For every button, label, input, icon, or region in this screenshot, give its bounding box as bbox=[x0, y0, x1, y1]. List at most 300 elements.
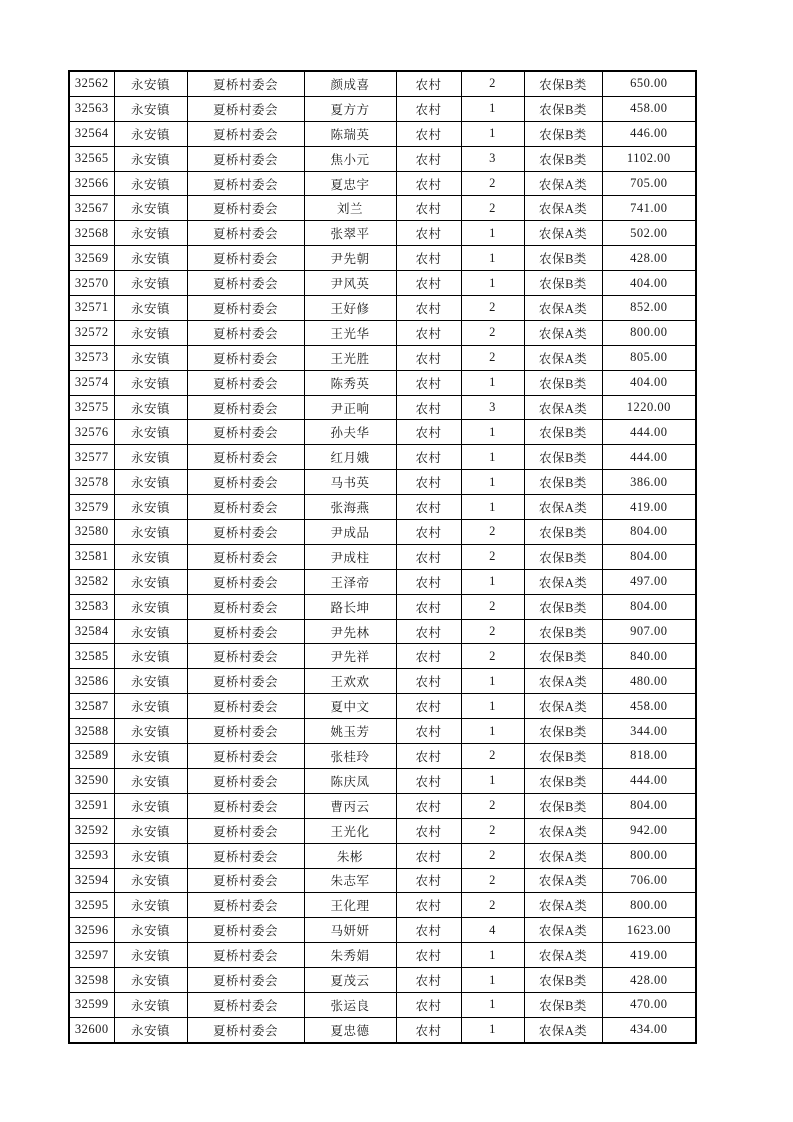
cell-person-count: 3 bbox=[461, 146, 524, 171]
cell-serial-number: 32563 bbox=[69, 96, 114, 121]
cell-insurance-category: 农保A类 bbox=[524, 1017, 602, 1042]
cell-town: 永安镇 bbox=[114, 694, 187, 719]
cell-town: 永安镇 bbox=[114, 943, 187, 968]
cell-serial-number: 32589 bbox=[69, 744, 114, 769]
table-row bbox=[69, 644, 696, 669]
cell-area-type: 农村 bbox=[396, 470, 461, 495]
cell-town: 永安镇 bbox=[114, 146, 187, 171]
cell-person-name: 张翠平 bbox=[304, 221, 396, 246]
cell-insurance-category: 农保A类 bbox=[524, 943, 602, 968]
cell-village-committee: 夏桥村委会 bbox=[187, 619, 304, 644]
cell-person-count: 2 bbox=[461, 594, 524, 619]
cell-town: 永安镇 bbox=[114, 669, 187, 694]
cell-amount: 434.00 bbox=[602, 1017, 696, 1042]
cell-town: 永安镇 bbox=[114, 992, 187, 1017]
cell-amount: 804.00 bbox=[602, 544, 696, 569]
cell-insurance-category: 农保B类 bbox=[524, 619, 602, 644]
table-row bbox=[69, 1017, 696, 1042]
table-row bbox=[69, 246, 696, 271]
cell-serial-number: 32594 bbox=[69, 868, 114, 893]
cell-person-name: 王光华 bbox=[304, 320, 396, 345]
cell-person-name: 陈庆凤 bbox=[304, 768, 396, 793]
cell-amount: 419.00 bbox=[602, 495, 696, 520]
cell-town: 永安镇 bbox=[114, 470, 187, 495]
table-row bbox=[69, 694, 696, 719]
cell-insurance-category: 农保B类 bbox=[524, 594, 602, 619]
cell-village-committee: 夏桥村委会 bbox=[187, 943, 304, 968]
cell-insurance-category: 农保B类 bbox=[524, 445, 602, 470]
cell-village-committee: 夏桥村委会 bbox=[187, 569, 304, 594]
cell-town: 永安镇 bbox=[114, 793, 187, 818]
cell-person-name: 朱秀娟 bbox=[304, 943, 396, 968]
cell-amount: 907.00 bbox=[602, 619, 696, 644]
cell-amount: 1623.00 bbox=[602, 918, 696, 943]
cell-insurance-category: 农保B类 bbox=[524, 768, 602, 793]
cell-amount: 446.00 bbox=[602, 121, 696, 146]
cell-town: 永安镇 bbox=[114, 121, 187, 146]
cell-insurance-category: 农保B类 bbox=[524, 271, 602, 296]
cell-insurance-category: 农保A类 bbox=[524, 893, 602, 918]
cell-insurance-category: 农保A类 bbox=[524, 296, 602, 321]
cell-person-count: 2 bbox=[461, 520, 524, 545]
cell-person-name: 尹先朝 bbox=[304, 246, 396, 271]
cell-amount: 800.00 bbox=[602, 893, 696, 918]
cell-amount: 480.00 bbox=[602, 669, 696, 694]
cell-area-type: 农村 bbox=[396, 246, 461, 271]
cell-person-name: 王欢欢 bbox=[304, 669, 396, 694]
cell-area-type: 农村 bbox=[396, 868, 461, 893]
cell-village-committee: 夏桥村委会 bbox=[187, 520, 304, 545]
cell-person-count: 1 bbox=[461, 271, 524, 296]
cell-person-name: 马书英 bbox=[304, 470, 396, 495]
cell-serial-number: 32578 bbox=[69, 470, 114, 495]
cell-insurance-category: 农保B类 bbox=[524, 146, 602, 171]
cell-person-name: 红月娥 bbox=[304, 445, 396, 470]
cell-area-type: 农村 bbox=[396, 296, 461, 321]
cell-person-count: 2 bbox=[461, 71, 524, 96]
cell-person-count: 1 bbox=[461, 495, 524, 520]
cell-serial-number: 32566 bbox=[69, 171, 114, 196]
cell-insurance-category: 农保A类 bbox=[524, 196, 602, 221]
cell-person-name: 夏忠宇 bbox=[304, 171, 396, 196]
table-row bbox=[69, 719, 696, 744]
table-row bbox=[69, 569, 696, 594]
cell-town: 永安镇 bbox=[114, 370, 187, 395]
table-row bbox=[69, 146, 696, 171]
cell-amount: 650.00 bbox=[602, 71, 696, 96]
table-row bbox=[69, 221, 696, 246]
cell-insurance-category: 农保B类 bbox=[524, 246, 602, 271]
cell-serial-number: 32573 bbox=[69, 345, 114, 370]
cell-serial-number: 32583 bbox=[69, 594, 114, 619]
cell-person-count: 1 bbox=[461, 470, 524, 495]
cell-village-committee: 夏桥村委会 bbox=[187, 470, 304, 495]
cell-village-committee: 夏桥村委会 bbox=[187, 121, 304, 146]
cell-area-type: 农村 bbox=[396, 669, 461, 694]
table-row bbox=[69, 420, 696, 445]
cell-amount: 852.00 bbox=[602, 296, 696, 321]
cell-village-committee: 夏桥村委会 bbox=[187, 992, 304, 1017]
cell-area-type: 农村 bbox=[396, 893, 461, 918]
cell-village-committee: 夏桥村委会 bbox=[187, 146, 304, 171]
cell-village-committee: 夏桥村委会 bbox=[187, 445, 304, 470]
cell-person-count: 2 bbox=[461, 619, 524, 644]
cell-amount: 840.00 bbox=[602, 644, 696, 669]
cell-serial-number: 32592 bbox=[69, 818, 114, 843]
cell-serial-number: 32586 bbox=[69, 669, 114, 694]
cell-insurance-category: 农保B类 bbox=[524, 968, 602, 993]
cell-insurance-category: 农保A类 bbox=[524, 694, 602, 719]
cell-person-count: 2 bbox=[461, 868, 524, 893]
cell-insurance-category: 农保B类 bbox=[524, 793, 602, 818]
cell-insurance-category: 农保B类 bbox=[524, 420, 602, 445]
cell-village-committee: 夏桥村委会 bbox=[187, 594, 304, 619]
cell-serial-number: 32579 bbox=[69, 495, 114, 520]
cell-person-count: 1 bbox=[461, 221, 524, 246]
cell-amount: 804.00 bbox=[602, 594, 696, 619]
cell-serial-number: 32591 bbox=[69, 793, 114, 818]
cell-person-count: 1 bbox=[461, 121, 524, 146]
cell-insurance-category: 农保A类 bbox=[524, 221, 602, 246]
cell-person-count: 2 bbox=[461, 644, 524, 669]
cell-insurance-category: 农保A类 bbox=[524, 818, 602, 843]
cell-person-count: 1 bbox=[461, 669, 524, 694]
table-row bbox=[69, 520, 696, 545]
cell-amount: 705.00 bbox=[602, 171, 696, 196]
cell-town: 永安镇 bbox=[114, 246, 187, 271]
cell-person-name: 张桂玲 bbox=[304, 744, 396, 769]
cell-person-name: 张海燕 bbox=[304, 495, 396, 520]
cell-town: 永安镇 bbox=[114, 868, 187, 893]
cell-person-count: 2 bbox=[461, 296, 524, 321]
cell-town: 永安镇 bbox=[114, 893, 187, 918]
cell-person-name: 夏中文 bbox=[304, 694, 396, 719]
cell-area-type: 农村 bbox=[396, 992, 461, 1017]
cell-person-count: 1 bbox=[461, 943, 524, 968]
cell-amount: 804.00 bbox=[602, 520, 696, 545]
cell-insurance-category: 农保B类 bbox=[524, 992, 602, 1017]
cell-amount: 444.00 bbox=[602, 445, 696, 470]
cell-village-committee: 夏桥村委会 bbox=[187, 893, 304, 918]
cell-area-type: 农村 bbox=[396, 569, 461, 594]
cell-person-name: 陈秀英 bbox=[304, 370, 396, 395]
cell-area-type: 农村 bbox=[396, 395, 461, 420]
cell-person-name: 尹正响 bbox=[304, 395, 396, 420]
cell-town: 永安镇 bbox=[114, 420, 187, 445]
cell-amount: 428.00 bbox=[602, 246, 696, 271]
cell-village-committee: 夏桥村委会 bbox=[187, 196, 304, 221]
cell-village-committee: 夏桥村委会 bbox=[187, 1017, 304, 1042]
table-row bbox=[69, 445, 696, 470]
cell-village-committee: 夏桥村委会 bbox=[187, 818, 304, 843]
cell-village-committee: 夏桥村委会 bbox=[187, 793, 304, 818]
cell-area-type: 农村 bbox=[396, 619, 461, 644]
cell-village-committee: 夏桥村委会 bbox=[187, 719, 304, 744]
cell-area-type: 农村 bbox=[396, 345, 461, 370]
table-row bbox=[69, 544, 696, 569]
cell-serial-number: 32599 bbox=[69, 992, 114, 1017]
cell-town: 永安镇 bbox=[114, 968, 187, 993]
cell-town: 永安镇 bbox=[114, 445, 187, 470]
cell-town: 永安镇 bbox=[114, 345, 187, 370]
cell-person-name: 王泽帝 bbox=[304, 569, 396, 594]
cell-amount: 458.00 bbox=[602, 694, 696, 719]
cell-area-type: 农村 bbox=[396, 221, 461, 246]
cell-person-count: 2 bbox=[461, 544, 524, 569]
cell-person-count: 1 bbox=[461, 246, 524, 271]
table-row bbox=[69, 121, 696, 146]
cell-person-name: 王光化 bbox=[304, 818, 396, 843]
cell-serial-number: 32600 bbox=[69, 1017, 114, 1042]
cell-amount: 444.00 bbox=[602, 768, 696, 793]
cell-insurance-category: 农保A类 bbox=[524, 669, 602, 694]
table-row bbox=[69, 345, 696, 370]
cell-insurance-category: 农保B类 bbox=[524, 71, 602, 96]
cell-serial-number: 32587 bbox=[69, 694, 114, 719]
cell-person-count: 2 bbox=[461, 793, 524, 818]
table-row bbox=[69, 843, 696, 868]
table-row bbox=[69, 793, 696, 818]
cell-town: 永安镇 bbox=[114, 719, 187, 744]
cell-insurance-category: 农保A类 bbox=[524, 868, 602, 893]
cell-amount: 706.00 bbox=[602, 868, 696, 893]
cell-person-count: 2 bbox=[461, 345, 524, 370]
cell-village-committee: 夏桥村委会 bbox=[187, 694, 304, 719]
cell-person-count: 1 bbox=[461, 768, 524, 793]
cell-town: 永安镇 bbox=[114, 918, 187, 943]
cell-area-type: 农村 bbox=[396, 96, 461, 121]
cell-person-count: 2 bbox=[461, 171, 524, 196]
cell-insurance-category: 农保B类 bbox=[524, 544, 602, 569]
cell-town: 永安镇 bbox=[114, 196, 187, 221]
cell-area-type: 农村 bbox=[396, 320, 461, 345]
cell-insurance-category: 农保B类 bbox=[524, 470, 602, 495]
table-row bbox=[69, 818, 696, 843]
cell-town: 永安镇 bbox=[114, 619, 187, 644]
cell-person-name: 刘兰 bbox=[304, 196, 396, 221]
cell-town: 永安镇 bbox=[114, 843, 187, 868]
cell-insurance-category: 农保A类 bbox=[524, 320, 602, 345]
cell-serial-number: 32567 bbox=[69, 196, 114, 221]
insurance-records-table bbox=[68, 70, 697, 1044]
cell-village-committee: 夏桥村委会 bbox=[187, 395, 304, 420]
cell-area-type: 农村 bbox=[396, 1017, 461, 1042]
cell-town: 永安镇 bbox=[114, 96, 187, 121]
cell-town: 永安镇 bbox=[114, 296, 187, 321]
cell-person-name: 陈瑞英 bbox=[304, 121, 396, 146]
cell-area-type: 农村 bbox=[396, 943, 461, 968]
table-row bbox=[69, 196, 696, 221]
cell-amount: 804.00 bbox=[602, 793, 696, 818]
cell-town: 永安镇 bbox=[114, 271, 187, 296]
cell-serial-number: 32582 bbox=[69, 569, 114, 594]
cell-village-committee: 夏桥村委会 bbox=[187, 968, 304, 993]
cell-area-type: 农村 bbox=[396, 146, 461, 171]
cell-area-type: 农村 bbox=[396, 520, 461, 545]
cell-amount: 741.00 bbox=[602, 196, 696, 221]
cell-village-committee: 夏桥村委会 bbox=[187, 544, 304, 569]
cell-person-name: 夏忠德 bbox=[304, 1017, 396, 1042]
cell-person-count: 1 bbox=[461, 445, 524, 470]
table-row bbox=[69, 968, 696, 993]
cell-town: 永安镇 bbox=[114, 221, 187, 246]
cell-village-committee: 夏桥村委会 bbox=[187, 644, 304, 669]
cell-village-committee: 夏桥村委会 bbox=[187, 271, 304, 296]
cell-serial-number: 32575 bbox=[69, 395, 114, 420]
cell-insurance-category: 农保A类 bbox=[524, 345, 602, 370]
cell-amount: 470.00 bbox=[602, 992, 696, 1017]
cell-amount: 818.00 bbox=[602, 744, 696, 769]
cell-person-count: 2 bbox=[461, 744, 524, 769]
cell-area-type: 农村 bbox=[396, 694, 461, 719]
cell-area-type: 农村 bbox=[396, 793, 461, 818]
cell-town: 永安镇 bbox=[114, 320, 187, 345]
cell-person-count: 1 bbox=[461, 420, 524, 445]
table-row bbox=[69, 395, 696, 420]
cell-person-count: 1 bbox=[461, 719, 524, 744]
cell-amount: 800.00 bbox=[602, 320, 696, 345]
cell-area-type: 农村 bbox=[396, 271, 461, 296]
cell-amount: 942.00 bbox=[602, 818, 696, 843]
cell-area-type: 农村 bbox=[396, 121, 461, 146]
cell-serial-number: 32584 bbox=[69, 619, 114, 644]
cell-insurance-category: 农保B类 bbox=[524, 744, 602, 769]
cell-serial-number: 32596 bbox=[69, 918, 114, 943]
cell-village-committee: 夏桥村委会 bbox=[187, 296, 304, 321]
cell-town: 永安镇 bbox=[114, 644, 187, 669]
cell-village-committee: 夏桥村委会 bbox=[187, 345, 304, 370]
cell-insurance-category: 农保B类 bbox=[524, 96, 602, 121]
cell-person-count: 2 bbox=[461, 818, 524, 843]
table-row bbox=[69, 619, 696, 644]
cell-person-name: 姚玉芳 bbox=[304, 719, 396, 744]
cell-insurance-category: 农保A类 bbox=[524, 569, 602, 594]
cell-person-count: 1 bbox=[461, 96, 524, 121]
cell-person-name: 张运良 bbox=[304, 992, 396, 1017]
cell-person-name: 马妍妍 bbox=[304, 918, 396, 943]
cell-village-committee: 夏桥村委会 bbox=[187, 370, 304, 395]
cell-amount: 800.00 bbox=[602, 843, 696, 868]
cell-town: 永安镇 bbox=[114, 171, 187, 196]
table-row bbox=[69, 171, 696, 196]
cell-amount: 444.00 bbox=[602, 420, 696, 445]
cell-person-count: 2 bbox=[461, 196, 524, 221]
table-row bbox=[69, 495, 696, 520]
cell-amount: 458.00 bbox=[602, 96, 696, 121]
cell-area-type: 农村 bbox=[396, 818, 461, 843]
cell-serial-number: 32569 bbox=[69, 246, 114, 271]
cell-amount: 419.00 bbox=[602, 943, 696, 968]
cell-area-type: 农村 bbox=[396, 843, 461, 868]
cell-serial-number: 32571 bbox=[69, 296, 114, 321]
table-row bbox=[69, 868, 696, 893]
cell-area-type: 农村 bbox=[396, 71, 461, 96]
cell-serial-number: 32588 bbox=[69, 719, 114, 744]
cell-person-name: 夏方方 bbox=[304, 96, 396, 121]
cell-area-type: 农村 bbox=[396, 768, 461, 793]
cell-amount: 404.00 bbox=[602, 370, 696, 395]
cell-village-committee: 夏桥村委会 bbox=[187, 768, 304, 793]
cell-village-committee: 夏桥村委会 bbox=[187, 495, 304, 520]
cell-person-count: 1 bbox=[461, 569, 524, 594]
table-row bbox=[69, 96, 696, 121]
cell-serial-number: 32570 bbox=[69, 271, 114, 296]
cell-town: 永安镇 bbox=[114, 71, 187, 96]
cell-amount: 497.00 bbox=[602, 569, 696, 594]
cell-person-count: 2 bbox=[461, 893, 524, 918]
cell-amount: 805.00 bbox=[602, 345, 696, 370]
cell-village-committee: 夏桥村委会 bbox=[187, 669, 304, 694]
table-row bbox=[69, 744, 696, 769]
cell-serial-number: 32564 bbox=[69, 121, 114, 146]
table-row bbox=[69, 296, 696, 321]
table-row bbox=[69, 470, 696, 495]
cell-person-name: 王化理 bbox=[304, 893, 396, 918]
cell-person-name: 夏茂云 bbox=[304, 968, 396, 993]
table-row bbox=[69, 71, 696, 96]
cell-insurance-category: 农保B类 bbox=[524, 370, 602, 395]
cell-serial-number: 32595 bbox=[69, 893, 114, 918]
cell-area-type: 农村 bbox=[396, 420, 461, 445]
cell-person-name: 路长坤 bbox=[304, 594, 396, 619]
cell-amount: 386.00 bbox=[602, 470, 696, 495]
cell-village-committee: 夏桥村委会 bbox=[187, 420, 304, 445]
cell-area-type: 农村 bbox=[396, 445, 461, 470]
cell-village-committee: 夏桥村委会 bbox=[187, 96, 304, 121]
table-row bbox=[69, 320, 696, 345]
cell-person-name: 王光胜 bbox=[304, 345, 396, 370]
cell-village-committee: 夏桥村委会 bbox=[187, 171, 304, 196]
cell-town: 永安镇 bbox=[114, 768, 187, 793]
cell-town: 永安镇 bbox=[114, 818, 187, 843]
cell-serial-number: 32590 bbox=[69, 768, 114, 793]
cell-area-type: 农村 bbox=[396, 171, 461, 196]
cell-serial-number: 32574 bbox=[69, 370, 114, 395]
cell-village-committee: 夏桥村委会 bbox=[187, 868, 304, 893]
cell-village-committee: 夏桥村委会 bbox=[187, 843, 304, 868]
cell-person-count: 1 bbox=[461, 992, 524, 1017]
cell-area-type: 农村 bbox=[396, 196, 461, 221]
cell-person-name: 尹成柱 bbox=[304, 544, 396, 569]
cell-village-committee: 夏桥村委会 bbox=[187, 744, 304, 769]
cell-area-type: 农村 bbox=[396, 918, 461, 943]
cell-person-name: 尹先祥 bbox=[304, 644, 396, 669]
cell-person-name: 颜成喜 bbox=[304, 71, 396, 96]
cell-serial-number: 32580 bbox=[69, 520, 114, 545]
table-row bbox=[69, 594, 696, 619]
cell-serial-number: 32597 bbox=[69, 943, 114, 968]
cell-person-count: 2 bbox=[461, 320, 524, 345]
cell-area-type: 农村 bbox=[396, 644, 461, 669]
cell-amount: 404.00 bbox=[602, 271, 696, 296]
table-row bbox=[69, 943, 696, 968]
cell-person-count: 1 bbox=[461, 370, 524, 395]
cell-person-count: 1 bbox=[461, 694, 524, 719]
table-row bbox=[69, 271, 696, 296]
cell-village-committee: 夏桥村委会 bbox=[187, 71, 304, 96]
cell-town: 永安镇 bbox=[114, 544, 187, 569]
cell-person-name: 王好修 bbox=[304, 296, 396, 321]
cell-village-committee: 夏桥村委会 bbox=[187, 320, 304, 345]
cell-serial-number: 32581 bbox=[69, 544, 114, 569]
cell-town: 永安镇 bbox=[114, 520, 187, 545]
cell-insurance-category: 农保B类 bbox=[524, 719, 602, 744]
cell-amount: 428.00 bbox=[602, 968, 696, 993]
cell-town: 永安镇 bbox=[114, 395, 187, 420]
cell-village-committee: 夏桥村委会 bbox=[187, 918, 304, 943]
cell-person-name: 朱志军 bbox=[304, 868, 396, 893]
cell-town: 永安镇 bbox=[114, 594, 187, 619]
